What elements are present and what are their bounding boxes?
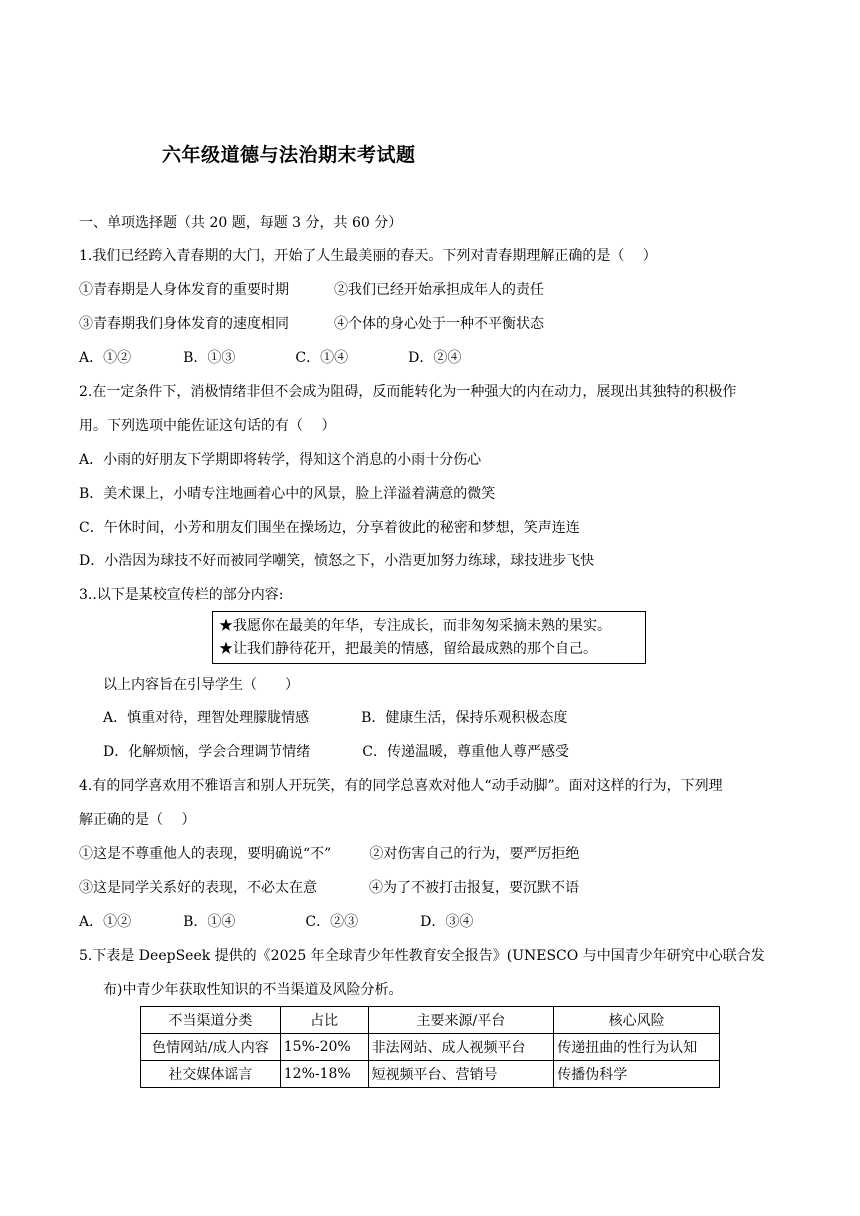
q3-option-c: C．传递温暖，尊重他人尊严感受 [362,744,569,760]
question-1-statements-row2 [79,314,544,334]
question-4-statements-row2 [79,878,579,898]
question-2-option-d: D．小浩因为球技不好而被同学嘲笑，愤怒之下，小浩更加努力练球，球技进步飞快 [79,553,595,569]
q4-option-b: B．①④ [183,914,236,930]
table-header-row [141,1007,720,1034]
table-header-cell: 不当渠道分类 [141,1007,281,1034]
channel-risk-table [140,1006,720,1088]
table-cell: 色情网站/成人内容 [141,1034,281,1061]
quote-line-1: ★我愿你在最美的年华，专注成长，而非匆匆采摘未熟的果实。 [219,618,611,634]
q4-statement-1: ①这是不尊重他人的表现，要明确说“不” [79,846,332,862]
table-cell: 传播伪科学 [554,1061,720,1088]
q1-statement-1: ①青春期是人身体发育的重要时期 [79,282,289,298]
table-row [141,1061,720,1088]
table-cell: 12%-18% [280,1061,368,1088]
table-cell: 非法网站、成人视频平台 [368,1034,554,1061]
q1-statement-2: ②我们已经开始承担成年人的责任 [334,282,544,298]
question-1-statements-row1 [79,280,544,300]
question-1-stem: 1.我们已经跨入青春期的大门，开始了人生最美丽的春天。下列对青春期理解正确的是（ ） [79,248,657,264]
question-5-stem-line1: 5.下表是 DeepSeek 提供的《2025 年全球青少年性教育安全报告》(UNESCO 与中国青少年研究中心联合发 [79,948,765,964]
table-header-cell: 主要来源/平台 [368,1007,554,1034]
question-2-stem-line2: 用。下列选项中能佐证这句话的有（ ） [79,418,336,434]
q1-statement-4: ④个体的身心处于一种不平衡状态 [334,316,544,332]
question-4-stem-line1: 4.有的同学喜欢用不雅语言和别人开玩笑，有的同学总喜欢对他人“动手动脚”。面对这样的行为，下列理 [79,778,723,794]
table-cell: 短视频平台、营销号 [368,1061,554,1088]
page-title: 六年级道德与法治期末考试题 [162,144,416,166]
question-2-option-c: C．午休时间，小芳和朋友们围坐在操场边，分享着彼此的秘密和梦想，笑声连连 [79,520,580,536]
question-4-statements-row1 [79,844,579,864]
q4-statement-4: ④为了不被打击报复，要沉默不语 [369,880,579,896]
q1-option-b: B．①③ [183,350,236,366]
question-2-option-b: B．美术课上，小晴专注地画着心中的风景，脸上洋溢着满意的微笑 [79,486,496,502]
question-3-ask: 以上内容旨在引导学生（ ） [103,677,299,693]
q1-statement-3: ③青春期我们身体发育的速度相同 [79,316,289,332]
table-cell: 15%-20% [280,1034,368,1061]
question-3-options-row2 [103,742,569,762]
table-cell: 社交媒体谣言 [141,1061,281,1088]
q4-statement-3: ③这是同学关系好的表现，不必太在意 [79,880,317,896]
table-header-cell: 核心风险 [554,1007,720,1034]
q1-option-a: A．①② [79,350,132,366]
q3-option-d: D．化解烦恼，学会合理调节情绪 [103,744,311,760]
q4-statement-2: ②对伤害自己的行为，要严厉拒绝 [369,846,580,862]
q1-option-d: D．②④ [408,350,462,366]
section-heading: 一、单项选择题（共 20 题，每题 3 分，共 60 分） [79,215,403,231]
table-header-cell: 占比 [280,1007,368,1034]
question-5-stem-line2: 布)中青少年获取性知识的不当渠道及风险分析。 [103,982,403,998]
table-cell: 传递扭曲的性行为认知 [554,1034,720,1061]
q4-option-c: C．②③ [305,914,359,930]
question-1-options [79,348,461,368]
question-3-options-row1 [103,708,567,728]
question-3-stem: 3..以下是某校宣传栏的部分内容: [79,587,284,603]
question-4-stem-line2: 解正确的是（ ） [79,812,196,828]
q3-option-a: A．慎重对待，理智处理朦胧情感 [103,710,310,726]
q3-option-b: B．健康生活，保持乐观积极态度 [361,710,568,726]
q1-option-c: C．①④ [295,350,349,366]
table-row [141,1034,720,1061]
question-2-stem-line1: 2.在一定条件下，消极情绪非但不会成为阻碍，反而能转化为一种强大的内在动力，展现出其独特的积极作 [79,384,737,400]
quote-line-2: ★让我们静待花开，把最美的情感，留给最成熟的那个自己。 [219,641,597,657]
question-2-option-a: A．小雨的好朋友下学期即将转学，得知这个消息的小雨十分伤心 [79,452,482,468]
q4-option-a: A．①② [79,914,132,930]
q4-option-d: D．③④ [420,914,474,930]
question-4-options [79,912,473,932]
bulletin-quote-box [212,611,646,664]
